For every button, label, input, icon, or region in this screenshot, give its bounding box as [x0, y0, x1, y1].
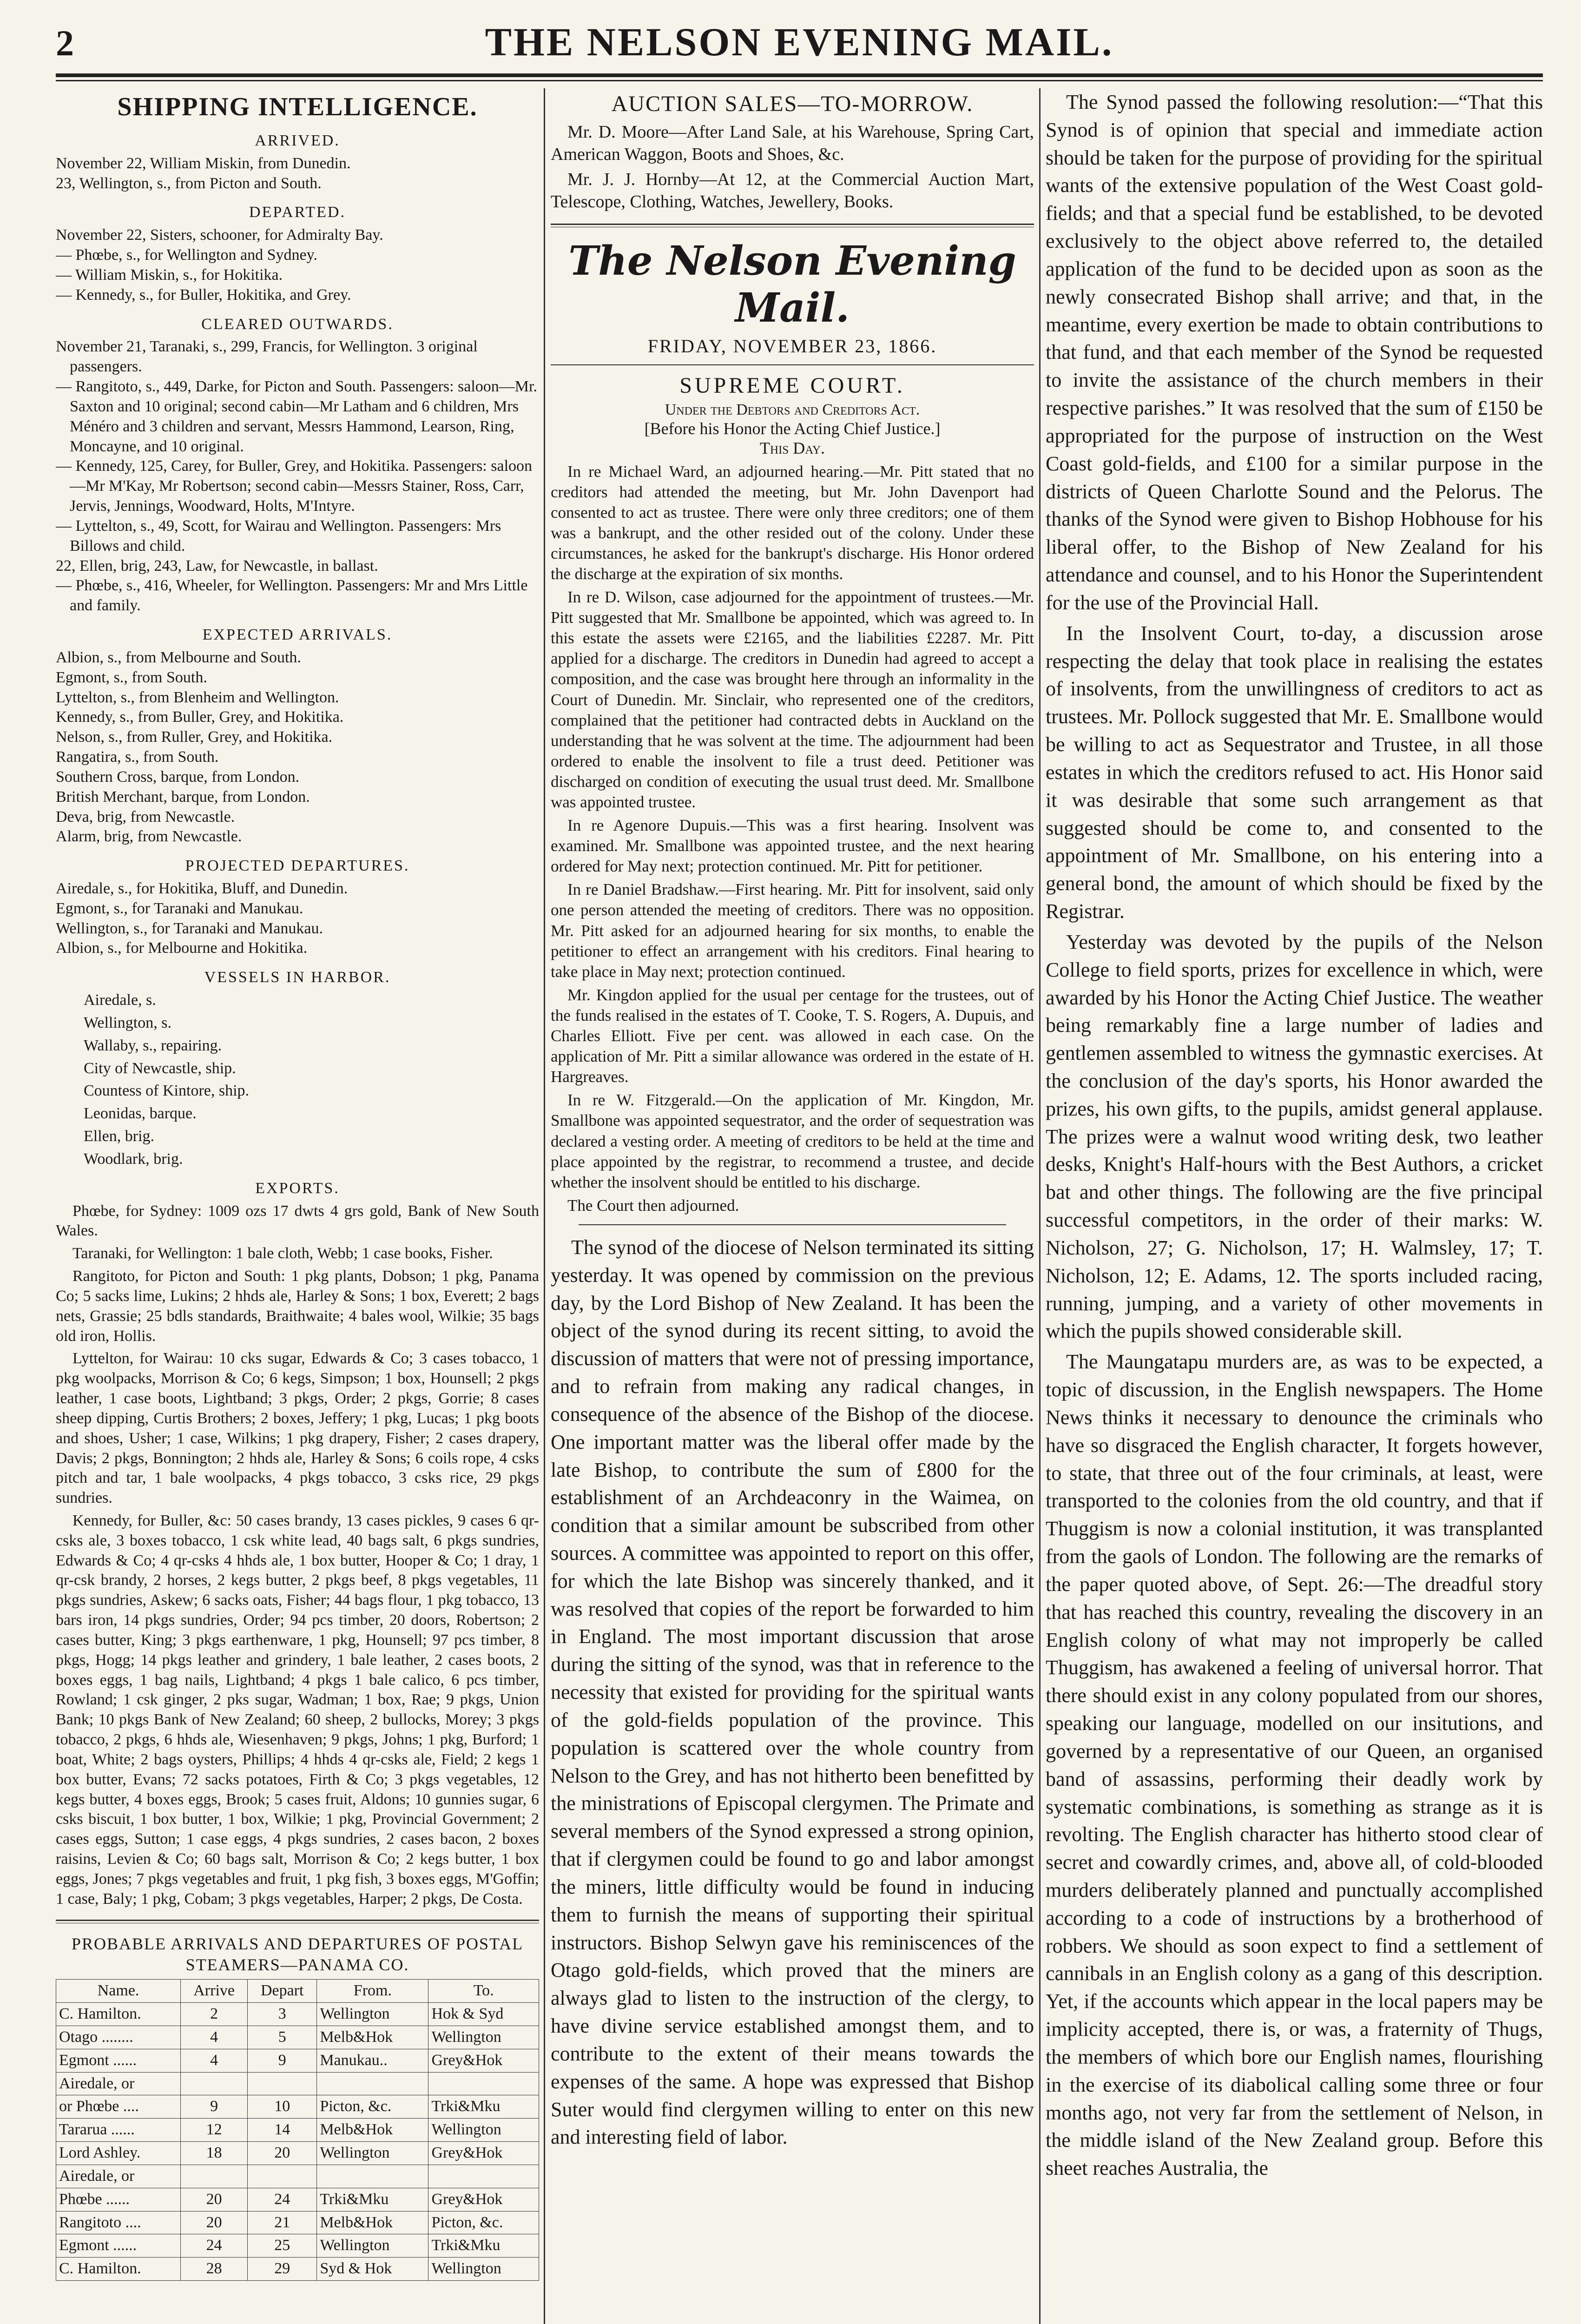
expected-item: Rangatira, s., from South.: [56, 748, 219, 766]
table-row: [56, 2211, 539, 2234]
table-cell: 28: [181, 2258, 248, 2281]
table-cell: Phœbe ......: [56, 2188, 181, 2211]
cleared-item: 22, Ellen, brig, 243, Law, for Newcastle, in ballast.: [56, 557, 378, 574]
table-cell: 12: [181, 2119, 248, 2142]
column-right: [1046, 88, 1543, 2324]
table-cell: Trki&Mku: [428, 2234, 539, 2258]
article-paragraph: The Maungatapu murders are, as was to be expected, a topic of discussion, in the English newspapers. The Home News thinks it necessary to denounce the criminals who have so disgraced the English character, It forgets however, to state, that three out of the four criminals, at least, were transported to the colonies from the old country, and that if Thuggism is now a colonial institution, it was transplanted from the gaols of London. The following are the remarks of the paper quoted above, of Sept. 26:—The dreadful story that has reached this country, revealing the discovery in an English colony of what may not improperly be called Thuggism, has awakened a feeling of universal horror. That there should exist in any colony populated from our shores, speaking our language, modelled on our insitutions, and governed by a representative of our Queen, an organised band of assassins, performing their deadly work by systematic combinations, is something as strange as it is revolting. The English character has hitherto stood clear of secret and cowardly crimes, and, above all, of cold-blooded murders deliberately planned and punctually accomplished according to a code of instructions by a brotherhood of robbers. We should as soon expect to find a settlement of cannibals in an English colony as a gang of this description. Yet, if the accounts which appear in the local papers may be implicity accepted, there is, or was, a fraternity of Thugs, the members of which bore our English names, flourishing in the exercise of its diabolical calling some three or four months ago, not very far from the settlement of Nelson, in the middle island of the New Zealand group. Before this sheet reaches Australia, the: [1046, 1350, 1543, 2180]
table-cell: [248, 2165, 317, 2188]
issue-date: FRIDAY, NOVEMBER 23, 1866.: [647, 335, 937, 357]
table-cell: 20: [248, 2142, 317, 2165]
cleared-item: — Lyttelton, s., 49, Scott, for Wairau and Wellington. Passengers: Mrs Billows and child.: [56, 517, 501, 555]
table-cell: Melb&Hok: [317, 2119, 428, 2142]
expected-item: Kennedy, s., from Buller, Grey, and Hokitika.: [56, 708, 344, 726]
table-cell: Melb&Hok: [317, 2211, 428, 2234]
shipping-heading: SHIPPING INTELLIGENCE.: [117, 92, 478, 121]
column-header: From.: [317, 1980, 428, 2003]
masthead: [56, 19, 1543, 70]
table-cell: Manukau..: [317, 2049, 428, 2072]
harbor-item: Countess of Kintore, ship.: [84, 1082, 250, 1100]
harbor-item: Leonidas, barque.: [84, 1105, 197, 1122]
masthead-rule-thin: [56, 80, 1543, 81]
exports-item: Rangitoto, for Picton and South: 1 pkg plants, Dobson; 1 pkg, Panama Co; 5 sacks lime, Lukins; 2 hhds ale, Harley & Sons; 1 box, Everett; 2 bags nets, Grassie; 25 bdls standards, Braithwaite; 4 bales wool, Wilkie; 35 bags old iron, Hollis.: [56, 1268, 539, 1345]
court-subheading: Under the Debtors and Creditors Act.: [665, 401, 920, 418]
table-row: [56, 2095, 539, 2119]
table-cell: Hok & Syd: [428, 2003, 539, 2026]
table-cell: Airedale, or: [56, 2165, 181, 2188]
projected-item: Egmont, s., for Taranaki and Manukau.: [56, 899, 303, 917]
expected-item: British Merchant, barque, from London.: [56, 788, 310, 805]
column-header: Arrive: [181, 1980, 248, 2003]
table-cell: Syd & Hok: [317, 2258, 428, 2281]
table-cell: 20: [181, 2211, 248, 2234]
column-header: Name.: [56, 1980, 181, 2003]
table-header-row: [56, 1980, 539, 2003]
departed-item: — Phœbe, s., for Wellington and Sydney.: [56, 246, 317, 264]
departed-item: November 22, Sisters, schooner, for Admiralty Bay.: [56, 226, 383, 244]
exports-heading: EXPORTS.: [255, 1179, 340, 1197]
table-cell: Trki&Mku: [317, 2188, 428, 2211]
table-cell: 24: [181, 2234, 248, 2258]
expected-item: Lyttelton, s., from Blenheim and Wellington.: [56, 688, 339, 706]
projected-heading: PROJECTED DEPARTURES.: [185, 857, 410, 875]
table-cell: 3: [248, 2003, 317, 2026]
table-row: [56, 2258, 539, 2281]
table-cell: 10: [248, 2095, 317, 2119]
table-cell: Wellington: [428, 2258, 539, 2281]
article-paragraph: Yesterday was devoted by the pupils of the Nelson College to field sports, prizes for excellence in which, were awarded by his Honor the Acting Chief Justice. The weather being remarkably fine a large number of ladies and gentlemen assembled to witness the gymnastic exercises. At the conclusion of the day's sports, his Honor awarded the prizes, his own gifts, to the pupils, amidst general applause. The prizes were a walnut wood writing desk, two leather desks, Knight's Half-hours with the Best Authors, a cricket bat and other things. The following are the five principal successful competitors, in the order of their marks: W. Nicholson, 27; G. Nicholson, 17; H. Walmsley, 17; T. Nicholson, 12; E. Adams, 12. The sports included racing, running, jumping, and a variety of other movements in which the pupils showed considerable skill.: [1046, 930, 1543, 1343]
table-cell: [428, 2072, 539, 2095]
table-cell: or Phœbe ....: [56, 2095, 181, 2119]
harbor-item: Woodlark, brig.: [84, 1150, 183, 1168]
table-cell: Wellington: [317, 2142, 428, 2165]
table-row: [56, 2234, 539, 2258]
table-row: [56, 2119, 539, 2142]
table-cell: 4: [181, 2026, 248, 2049]
section-divider: [56, 1920, 539, 1923]
table-cell: [181, 2072, 248, 2095]
harbor-item: Airedale, s.: [84, 991, 156, 1009]
table-cell: Egmont ......: [56, 2049, 181, 2072]
table-cell: Tararua ......: [56, 2119, 181, 2142]
cleared-item: — Phœbe, s., 416, Wheeler, for Wellington. Passengers: Mr and Mrs Little and family.: [56, 577, 528, 614]
cleared-item: — Kennedy, 125, Carey, for Buller, Grey, and Hokitika. Passengers: saloon—Mr M'Kay, Mr Robertson; second cabin—Messrs Stainer, Ross, Carr, Jervis, Jennings, Woodward, Holts, M'Intyre.: [56, 457, 533, 515]
table-cell: Wellington: [317, 2234, 428, 2258]
table-cell: Wellington: [317, 2003, 428, 2026]
table-row: [56, 2026, 539, 2049]
expected-item: Alarm, brig, from Newcastle.: [56, 828, 242, 845]
table-cell: Egmont ......: [56, 2234, 181, 2258]
table-cell: 21: [248, 2211, 317, 2234]
postal-steamers-table: [56, 1979, 539, 2281]
cleared-heading: CLEARED OUTWARDS.: [201, 315, 394, 333]
table-cell: 18: [181, 2142, 248, 2165]
court-paragraph: In re W. Fitzgerald.—On the application of Mr. Kingdon, Mr. Smallbone was appointed sequestrator, and the order of sequestration was declared a vesting order. A meeting of creditors to be held at the time and place appointed by the registrar, to recommend a trustee, and decide whether the insolvent should be entitled to his discharge.: [551, 1091, 1034, 1191]
table-cell: 5: [248, 2026, 317, 2049]
table-cell: C. Hamilton.: [56, 2258, 181, 2281]
column-rule: [544, 88, 545, 2324]
table-cell: [181, 2165, 248, 2188]
projected-item: Airedale, s., for Hokitika, Bluff, and Dunedin.: [56, 879, 348, 897]
column-header: Depart: [248, 1980, 317, 2003]
table-cell: Wellington: [428, 2119, 539, 2142]
exports-item: Kennedy, for Buller, &c: 50 cases brandy, 13 cases pickles, 9 cases 6 qr-csks ale, 3 boxes tobacco, 1 csk white lead, 40 bags salt, 6 pkgs sundries, Edwards & Co; 4 qr-csks 4 hhds ale, 1 box butter, Hooper & Co; 1 dray, 1 qr-csk brandy, 2 horses, 2 kegs butter, 2 pkgs beef, 8 pkgs vegetables, 11 pkgs sundries, Askew; 6 sacks oats, Fisher; 44 bags flour, 1 pkg tobacco, 13 bars iron, 14 pkgs sundries, Order; 94 pcs timber, 20 doors, Robertson; 2 cases butter, King; 3 pkgs earthenware, 1 pkg, Hounsell; 97 pcs timber, 8 pkgs, Hogg; 14 pkgs leather and grindery, 1 bale leather, 2 cases boots, 2 boxes eggs, 1 bag nails, Lightband; 4 pkgs 1 bale calico, 6 pcs timber, Rowland; 1 csk ginger, 2 pks sugar, Wadman; 1 box, Rae; 9 pkgs, Union Bank; 10 pkgs Bank of New Zealand; 60 sheep, 2 bullocks, Morey; 3 pkgs tobacco, 2 pkgs, 6 hhds ale, Wiesenhaven; 9 pkgs, Johns; 1 pkg, Burford; 1 boat, White; 2 bags oysters, Phillips; 4 hhds 4 qr-csks ale, Field; 2 kegs 1 box butter, Evans; 72 sacks potatoes, Firth & Co; 3 pkgs vegetables, 12 kegs butter, 4 boxes eggs, Brook; 5 cases fruit, Aldons; 10 gunnies sugar, 6 csks biscuit, 1 box butter, 1 box, Wilkie; 1 pkg, Provincial Government; 2 cases eggs, Sutton; 1 case eggs, 4 pkgs sundries, 2 cases bacon, 2 boxes raisins, Levien & Co; 60 bags salt, Morrison & Co; 2 kegs butter, 1 box eggs, Jones; 7 pkgs vegetables and fruit, 1 pkg fish, 3 boxes eggs, M'Goffin; 1 case, Baly; 1 pkg, Cobam; 3 pkgs vegetables, Harper; 2 pkgs, De Costa.: [56, 1512, 539, 1908]
article-paragraph: The Synod passed the following resolution:—“That this Synod is of opinion that special and immediate action should be taken for the purpose of providing for the spiritual wants of the extensive population of the West Coast gold-fields; and that a special fund be established, to be devoted exclusively to the object above referred to, the detailed application of the fund to be decided upon as soon as the newly consecrated Bishop shall arrive; and that, in the meantime, every exertion be made to obtain contributions to that fund, and that each member of the Synod be requested to invite the assistance of the church members in their respective parishes.” It was resolved that the sum of £150 be appropriated for the purpose of instruction on the West Coast gold-fields, and £100 for a similar purpose in the districts of Queen Charlotte Sound and the Pelorus. The thanks of the Synod were given to Bishop Hobhouse for his liberal offer, to the Bishop of New Zealand for his attendance and counsel, and to his Honor the Superintendent for the use of the Provincial Hall.: [1046, 91, 1543, 614]
court-paragraph: Mr. Kingdon applied for the usual per centage for the trustees, out of the funds realised in the estates of T. Cooke, T. S. Rogers, A. Dupuis, and Charles Elliott. Five per cent. was allowed in each case. On the application of Mr. Pitt a similar allowance was ordered in the estate of H. Hargreaves.: [551, 985, 1034, 1086]
auction-item: Mr. D. Moore—After Land Sale, at his Warehouse, Spring Cart, American Waggon, Boots and Shoes, &c.: [551, 122, 1034, 164]
court-paragraph: In re D. Wilson, case adjourned for the appointment of trustees.—Mr. Pitt suggested that Mr. Smallbone be appointed, which was agreed to. In this estate the assets were £2165, and the liabilities £2287. Mr. Pitt applied for a discharge. The creditors in Dunedin had agreed to accept a composition, and the case was brought here through an informality in the Court of Dunedin. Mr. Sinclair, who represented one of the creditors, complained that the petitioner had contracted debts in Auckland on the understanding that he was solvent at the time. The adjournment had been ordered to enable the insolvent to file a trust deed. Petitioner was discharged on condition of executing the usual trust deed. Mr. Smallbone was appointed trustee.: [551, 588, 1034, 811]
expected-item: Southern Cross, barque, from London.: [56, 768, 300, 786]
article-paragraph: In the Insolvent Court, to-day, a discussion arose respecting the delay that took place in realising the estates of insolvents, from the unwillingness of creditors to act as trustees. Mr. Pollock suggested that Mr. E. Smallbone would be willing to act as Sequestrator and Trustee, in all those estates in which the creditors refused to act. His Honor said it was desirable that some such arrangement as that suggested should be come to, and consented to the appointment of Mr. Smallbone, on his entering into a general bond, the amount of which should be fixed by the Registrar.: [1046, 621, 1543, 923]
table-cell: Lord Ashley.: [56, 2142, 181, 2165]
table-cell: 9: [181, 2095, 248, 2119]
court-subheading: [Before his Honor the Acting Chief Justice.]: [644, 419, 941, 438]
exports-item: Phœbe, for Sydney: 1009 ozs 17 dwts 4 grs gold, Bank of New South Wales.: [56, 1202, 539, 1240]
table-cell: [317, 2165, 428, 2188]
masthead-rule: [56, 73, 1543, 77]
exports-item: Lyttelton, for Wairau: 10 cks sugar, Edwards & Co; 3 cases tobacco, 1 pkg woolpacks, Morrison & Co; 6 kegs, Simpson; 1 box, Hounsell; 2 pkgs leather, 1 case boots, Lightband; 3 pkgs, Order; 2 pkgs, Gorrie; 8 cases sheep dipping, Curtis Brothers; 2 boxes, Jeffery; 1 pkg, Lucas; 1 pkg boots and shoes, Usher; 1 case, Wilkins; 1 pkg drapery, Fisher; 2 cases drapery, Davis; 2 pkgs, Bonnington; 2 hhds ale, Harley & Sons; 6 coils rope, 4 csks pitch and tar, 1 bale woolpacks, 4 pkgs tobacco, 3 csks rice, 29 pkgs sundries.: [56, 1350, 539, 1507]
table-row: [56, 2049, 539, 2072]
auction-heading: AUCTION SALES—TO-MORROW.: [611, 92, 974, 116]
court-heading: SUPREME COURT.: [679, 373, 905, 398]
table-cell: 14: [248, 2119, 317, 2142]
divider: [551, 364, 1034, 365]
table-row: [56, 2188, 539, 2211]
nameplate-title: The Nelson Evening Mail.: [568, 237, 1016, 331]
arrived-item: November 22, William Miskin, from Dunedin.: [56, 154, 351, 172]
table-cell: Melb&Hok: [317, 2026, 428, 2049]
expected-item: Deva, brig, from Newcastle.: [56, 808, 235, 825]
section-divider: [551, 224, 1034, 227]
departed-item: — Kennedy, s., for Buller, Hokitika, and Grey.: [56, 286, 351, 304]
auction-item: Mr. J. J. Hornby—At 12, at the Commercial Auction Mart, Telescope, Clothing, Watches, Jewellery, Books.: [551, 169, 1034, 211]
arrived-heading: ARRIVED.: [255, 132, 340, 149]
table-cell: Picton, &c.: [428, 2211, 539, 2234]
table-row: [56, 2003, 539, 2026]
arrived-item: 23, Wellington, s., from Picton and South.: [56, 174, 322, 192]
harbor-item: Ellen, brig.: [84, 1128, 155, 1145]
column-header: To.: [428, 1980, 539, 2003]
table-cell: Otago ........: [56, 2026, 181, 2049]
table-cell: [317, 2072, 428, 2095]
court-subheading: This Day.: [759, 438, 825, 457]
projected-item: Albion, s., for Melbourne and Hokitika.: [56, 939, 308, 957]
table-cell: Trki&Mku: [428, 2095, 539, 2119]
table-cell: [248, 2072, 317, 2095]
table-cell: Grey&Hok: [428, 2188, 539, 2211]
cleared-item: November 21, Taranaki, s., 299, Francis, for Wellington. 3 original passengers.: [56, 338, 478, 376]
table-row: [56, 2072, 539, 2095]
table-cell: Grey&Hok: [428, 2142, 539, 2165]
table-cell: 20: [181, 2188, 248, 2211]
harbor-heading: VESSELS IN HARBOR.: [204, 969, 391, 986]
harbor-item: City of Newcastle, ship.: [84, 1059, 236, 1077]
court-paragraph: In re Michael Ward, an adjourned hearing.—Mr. Pitt stated that no creditors had attended the meeting, but Mr. John Davenport had consented to act as trustee. There were only three creditors; one of them was a bankrupt, and the other resided out of the colony. Under these circumstances, he asked for the bankrupt's discharge. His Honor ordered the discharge at the expiration of six months.: [551, 462, 1034, 583]
exports-item: Taranaki, for Wellington: 1 bale cloth, Webb; 1 case books, Fisher.: [72, 1245, 493, 1262]
table-cell: 2: [181, 2003, 248, 2026]
column-shipping: [56, 88, 539, 2324]
expected-item: Albion, s., from Melbourne and South.: [56, 648, 301, 666]
court-paragraph: In re Agenore Dupuis.—This was a first hearing. Insolvent was examined. Mr. Smallbone was appointed trustee, and the next hearing ordered for May next; protection continued. Mr. Pitt for petitioner.: [551, 816, 1034, 876]
page-number: 2: [56, 23, 74, 63]
expected-item: Egmont, s., from South.: [56, 668, 207, 686]
departed-heading: DEPARTED.: [249, 204, 346, 221]
harbor-item: Wallaby, s., repairing.: [84, 1037, 222, 1054]
table-cell: 24: [248, 2188, 317, 2211]
table-row: [56, 2165, 539, 2188]
projected-item: Wellington, s., for Taranaki and Manukau.: [56, 919, 323, 937]
cleared-item: — Rangitoto, s., 449, Darke, for Picton and South. Passengers: saloon—Mr. Saxton and 10 original; second cabin—Mr Latham and 6 children, Mrs Ménéro and 3 children and servant, Messrs Hammond, Learson, Ring, Moncayne, and 10 original.: [56, 378, 537, 455]
table-row: [56, 2142, 539, 2165]
divider: [579, 1224, 1006, 1225]
mail-table-heading: PROBABLE ARRIVALS AND DEPARTURES OF POSTAL STEAMERS—PANAMA CO.: [71, 1934, 524, 1974]
table-cell: 29: [248, 2258, 317, 2281]
column-rule: [1039, 88, 1041, 2324]
court-paragraph: In re Daniel Bradshaw.—First hearing. Mr. Pitt for insolvent, said only one person attended the meeting of creditors. There was no opposition. Mr. Pitt asked for an adjourned hearing for six months, to enable the petitioner to effect an arrangement with his creditors. Final hearing to take place in May next; protection continued.: [551, 880, 1034, 981]
table-cell: Rangitoto ....: [56, 2211, 181, 2234]
column-center: [551, 88, 1034, 2324]
table-cell: Wellington: [428, 2026, 539, 2049]
table-cell: Grey&Hok: [428, 2049, 539, 2072]
harbor-item: Wellington, s.: [84, 1014, 171, 1031]
expected-heading: EXPECTED ARRIVALS.: [202, 626, 393, 644]
table-cell: [428, 2165, 539, 2188]
table-cell: C. Hamilton.: [56, 2003, 181, 2026]
synod-paragraph: The synod of the diocese of Nelson terminated its sitting yesterday. It was opened by commission on the previous day, by the Lord Bishop of New Zealand. It has been the object of the synod during its recent sitting, to avoid the discussion of matters that were not of pressing importance, and to refrain from making any radical changes, in consequence of the absence of the Bishop of the diocese. One important matter was the liberal offer made by the late Bishop, to contribute the sum of £800 for the establishment of an Archdeaconry in the Waimea, on condition that a similar amount be subscribed from other sources. A committee was appointed to report on this offer, for which the late Bishop was sincerely thanked, and it was resolved that copies of the report be forwarded to him in England. The most important discussion that arose during the sitting of the synod, was that in reference to the necessity that existed for providing for the spiritual wants of the gold-fields population of the province. This population is scattered over the whole country from Nelson to the Grey, and has not hitherto been benefitted by the ministrations of Episcopal clergymen. The Primate and several members of the Synod expressed a strong opinion, that if clergymen could be found to go and labor amongst the miners, little difficulty would be found in inducing them to furnish the means of supporting their spiritual instructors. Bishop Selwyn gave his reminiscences of the Otago gold-fields, which proved that the miners are always glad to listen to the instruction of the clergy, to have divine service established amongst them, and to contribute to the extent of their means towards the expenses of the same. A hope was expressed that Bishop Suter would find clergymen willing to enter on this new and interesting field of labor.: [551, 1235, 1034, 2149]
table-cell: 4: [181, 2049, 248, 2072]
table-cell: Airedale, or: [56, 2072, 181, 2095]
table-cell: 25: [248, 2234, 317, 2258]
table-cell: 9: [248, 2049, 317, 2072]
court-paragraph: The Court then adjourned.: [567, 1196, 739, 1215]
paper-title: THE NELSON EVENING MAIL.: [485, 20, 1114, 64]
expected-item: Nelson, s., from Ruller, Grey, and Hokitika.: [56, 728, 333, 746]
departed-item: — William Miskin, s., for Hokitika.: [56, 266, 283, 284]
table-cell: Picton, &c.: [317, 2095, 428, 2119]
